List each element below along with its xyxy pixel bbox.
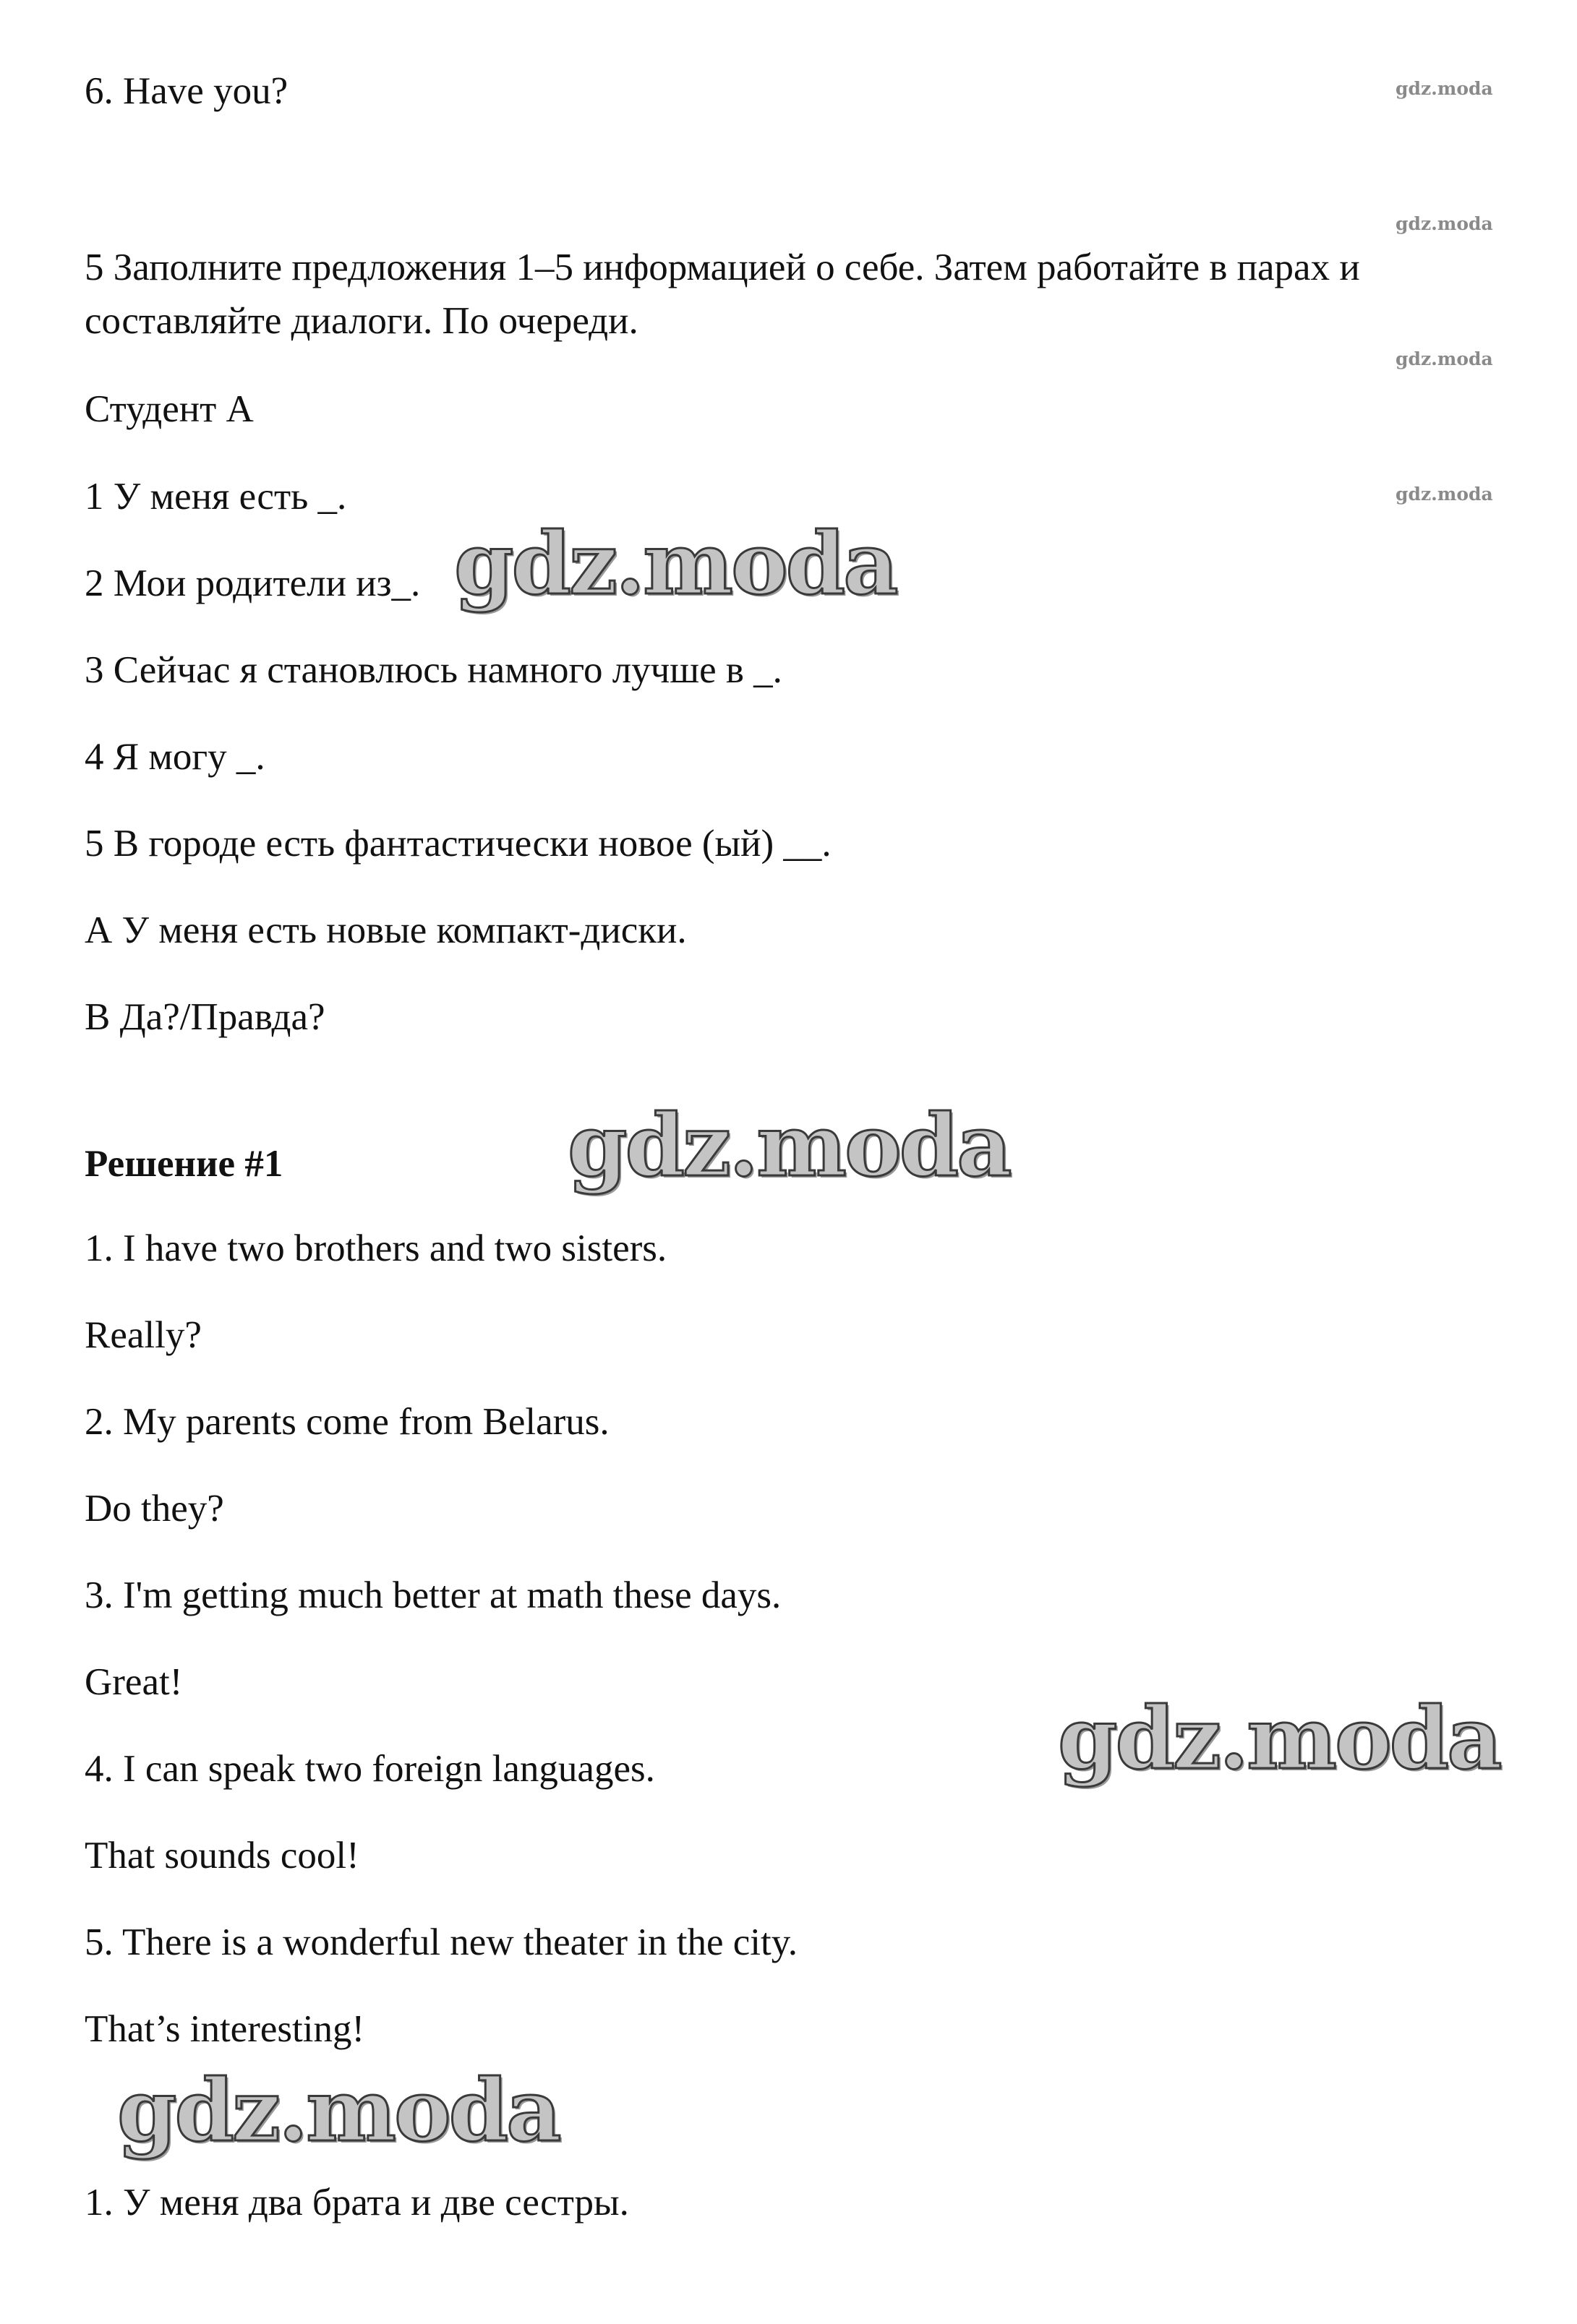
task-item-5: 5 В городе есть фантастически новое (ый) __. (85, 823, 832, 865)
solution-line: That sounds cool! (85, 1835, 359, 1877)
task-item-2: 2 Мои родители из_. (85, 562, 421, 604)
watermark-small: gdz.moda (1396, 213, 1493, 234)
solution-line: Great! (85, 1661, 183, 1703)
solution-line: 3. I'm getting much better at math these days. (85, 1574, 782, 1616)
question-6: 6. Have you? (85, 70, 289, 112)
solution-line: Really? (85, 1314, 202, 1356)
task-instructions: 5 Заполните предложения 1–5 информацией о себе. Затем работайте в парах и составляйте диалоги. По очереди. (85, 246, 1360, 342)
watermark-logo: gdz.moda (454, 513, 897, 614)
translation-line: 1. У меня два брата и две сестры. (85, 2182, 629, 2224)
example-line-b: В Да?/Правда? (85, 996, 325, 1038)
task-item-3: 3 Сейчас я становлюсь намного лучше в _. (85, 649, 782, 691)
watermark-logo: gdz.moda (1058, 1688, 1500, 1788)
watermark-logo: gdz.moda (117, 2060, 560, 2161)
task-item-4: 4 Я могу _. (85, 736, 265, 778)
solution-line: That’s interesting! (85, 2008, 365, 2050)
watermark-small: gdz.moda (1396, 348, 1493, 369)
example-line-a: А У меня есть новые компакт-диски. (85, 909, 687, 951)
solution-line: 2. My parents come from Belarus. (85, 1401, 610, 1443)
student-label: Студент А (85, 388, 254, 430)
solution-line: Do they? (85, 1488, 224, 1530)
task-item-1: 1 У меня есть _. (85, 476, 347, 518)
watermark-small: gdz.moda (1396, 78, 1493, 99)
solution-heading: Решение #1 (85, 1143, 283, 1185)
solution-line: 5. There is a wonderful new theater in the city. (85, 1921, 798, 1963)
watermark-small: gdz.moda (1396, 484, 1493, 505)
watermark-logo: gdz.moda (568, 1095, 1010, 1196)
solution-line: 1. I have two brothers and two sisters. (85, 1227, 667, 1269)
solution-line: 4. I can speak two foreign languages. (85, 1748, 655, 1790)
